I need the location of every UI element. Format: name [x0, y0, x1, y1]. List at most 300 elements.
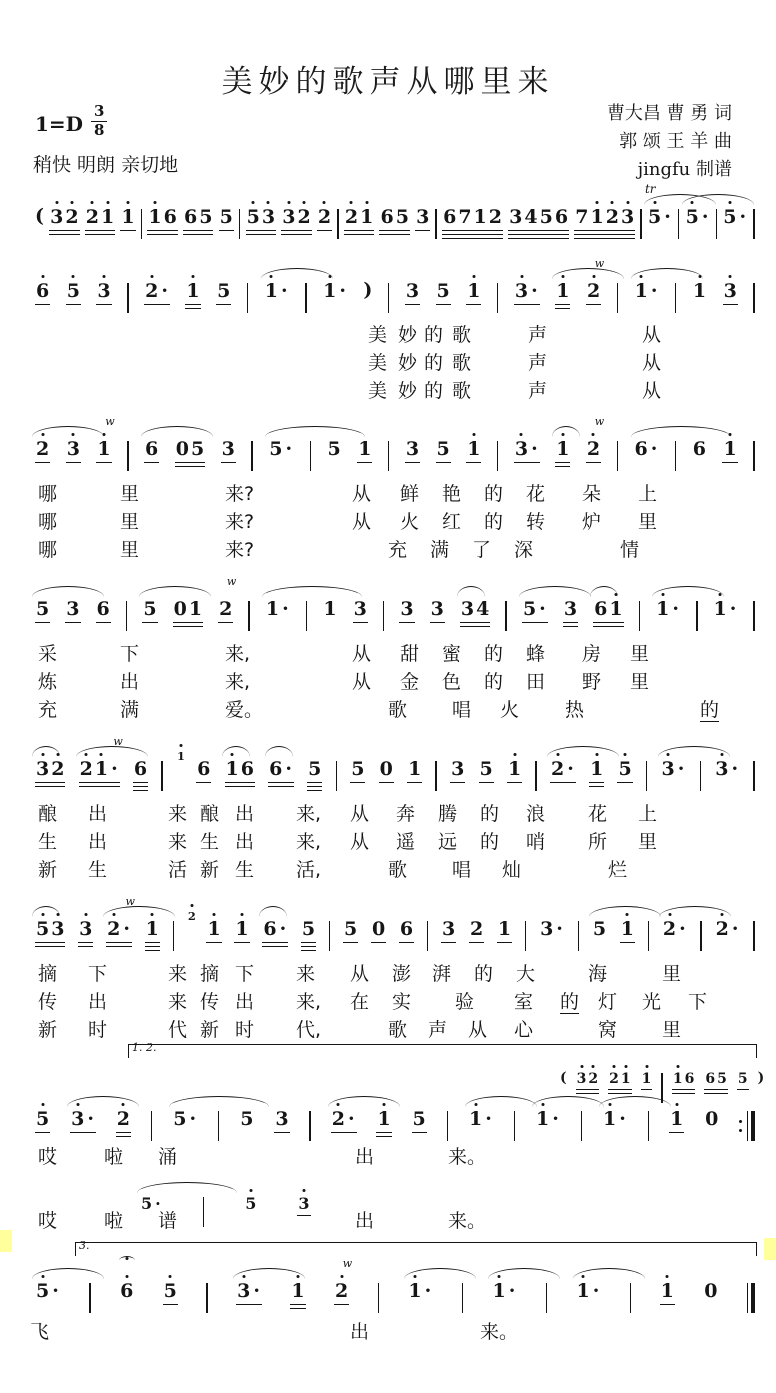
note-digit: 2	[187, 911, 197, 922]
notation-token	[405, 272, 420, 305]
note-digits	[176, 751, 186, 762]
note-digit: 5	[308, 758, 322, 780]
note-digit: 5	[35, 1282, 50, 1301]
note-digit: 3	[96, 282, 111, 301]
notation-token	[589, 750, 604, 787]
note-digits	[35, 600, 50, 619]
note-digit: 6	[96, 598, 110, 620]
lyric-text: 代	[168, 1019, 188, 1041]
note-digit: 1	[94, 760, 109, 779]
beam-line	[35, 942, 65, 944]
lyric-text: 啦	[104, 1146, 124, 1168]
octave-dot-above	[365, 201, 368, 204]
note-digits	[344, 208, 374, 227]
augmentation-dot: ·	[672, 598, 679, 620]
lyric-text: 从	[642, 380, 662, 402]
volta-bracket	[75, 1239, 757, 1256]
music-system	[35, 182, 755, 239]
note-digits	[264, 282, 290, 301]
beam-line	[35, 946, 65, 948]
lyric-text: 里	[638, 831, 658, 853]
note-digit: 3	[50, 920, 65, 939]
lyric-text: 来	[168, 991, 188, 1013]
note-digits	[145, 920, 160, 939]
note-digit: 1	[692, 282, 707, 301]
note-digit: 1	[358, 438, 372, 460]
lyric-text: 声	[528, 352, 548, 374]
lyric-text: 田	[526, 671, 546, 693]
augmentation-dot: ·	[282, 598, 289, 620]
beam-line	[344, 234, 374, 236]
barline	[251, 441, 253, 471]
octave-dot-above	[624, 1065, 627, 1068]
octave-dot-above	[513, 753, 516, 756]
notation-token	[268, 750, 294, 787]
beam-line	[563, 622, 578, 624]
beam-line	[163, 1304, 178, 1306]
fermata-mark	[119, 1256, 135, 1265]
note-digit: 2	[35, 440, 50, 459]
note-digits	[634, 440, 660, 459]
volta-label: 1. 2.	[132, 1041, 157, 1054]
lyric-text: 室	[514, 991, 534, 1013]
octave-dot-above	[472, 433, 475, 436]
beam-line	[301, 942, 316, 944]
lyric-text: 代,	[296, 1019, 322, 1041]
note-digit: 2	[608, 1072, 620, 1086]
notation-token	[35, 430, 50, 463]
note-digits	[672, 1072, 696, 1086]
note-digits	[661, 760, 687, 779]
lyric-text: 转	[526, 511, 546, 533]
note-digits	[737, 1072, 749, 1086]
slur-arc	[259, 906, 287, 917]
note-digit: 5	[522, 598, 537, 620]
note-digits	[234, 920, 249, 939]
parenthesis: )	[363, 279, 373, 301]
note-digit: 3	[297, 1196, 310, 1212]
lyric-text: 上	[638, 483, 658, 505]
note-digits	[96, 600, 111, 619]
notation-token	[703, 1272, 718, 1301]
barline	[388, 441, 390, 471]
lyric-text: 从	[642, 324, 662, 346]
note-digit: 3	[281, 208, 296, 227]
note-digits	[514, 440, 540, 459]
note-digit: 6	[380, 206, 394, 228]
octave-dot-above	[592, 1065, 595, 1068]
octave-dot-above	[592, 275, 595, 278]
note-digits	[70, 1110, 96, 1129]
beam-line	[78, 942, 93, 944]
notation-token	[322, 272, 348, 301]
lyric-text: 活,	[296, 859, 322, 881]
notation-token	[672, 1062, 696, 1094]
notation-token	[586, 415, 605, 463]
note-digit: 1	[322, 282, 337, 301]
note-digit: 1	[359, 208, 374, 227]
note-digit: 1	[497, 918, 512, 940]
notation-token	[35, 750, 65, 787]
note-digits	[722, 208, 748, 227]
note-digits	[704, 1072, 728, 1086]
octave-dot-above	[729, 275, 732, 278]
note-digits	[334, 1282, 349, 1301]
note-digit: 3	[509, 206, 523, 228]
mordent-mark: w	[105, 415, 115, 428]
note-digits	[723, 282, 738, 301]
notation-token	[106, 895, 135, 947]
beam-line	[379, 230, 409, 232]
beam-line	[183, 230, 213, 232]
note-digits	[692, 282, 707, 301]
notation-token	[196, 750, 211, 783]
note-digits	[120, 208, 135, 227]
notation-token	[35, 590, 50, 623]
note-digit: 3	[460, 598, 475, 620]
slur-arc	[103, 906, 175, 917]
lyric-text: 涌	[158, 1146, 178, 1168]
note-digit: 6	[183, 206, 198, 228]
lyric-text: 歌	[388, 1019, 408, 1041]
note-digit: 1	[634, 282, 649, 301]
mordent-mark: w	[342, 1257, 353, 1270]
notation-token	[144, 272, 170, 305]
beam-line	[353, 622, 368, 624]
beam-line	[307, 786, 322, 788]
note-digit: 5	[436, 280, 450, 302]
beam-line	[225, 786, 255, 788]
lyric-text: 出	[235, 991, 255, 1013]
note-digits	[49, 208, 79, 227]
note-digit: 1	[176, 751, 186, 762]
note-digits	[35, 440, 50, 459]
lyric-text: 上	[638, 803, 658, 825]
beam-line	[608, 1089, 632, 1091]
music-system	[35, 1100, 755, 1141]
octave-dot-above	[91, 201, 94, 204]
augmentation-dot: ·	[664, 206, 671, 228]
note-digit: 5	[539, 206, 553, 228]
note-digit: 5	[246, 208, 261, 227]
notation-token	[620, 910, 635, 943]
octave-dot-above	[122, 1103, 125, 1106]
lyric-text: 了	[472, 539, 492, 561]
lyric-text: 里	[662, 1019, 682, 1041]
fermata-dot	[125, 1257, 128, 1260]
octave-dot-above	[350, 201, 353, 204]
note-digits	[669, 1110, 684, 1129]
notation-token	[514, 272, 540, 305]
lyric-text: 来。	[480, 1321, 519, 1343]
note-digit: 1	[407, 1282, 422, 1301]
note-digit: 6	[634, 438, 648, 460]
note-digits	[608, 1072, 632, 1086]
octave-dot-above	[169, 1275, 172, 1278]
note-digits	[173, 600, 203, 619]
lyric-text: 远	[438, 831, 458, 853]
lyric-text: 来。	[448, 1146, 487, 1168]
beam-line	[133, 786, 148, 788]
beam-line	[405, 462, 420, 464]
note-digits	[704, 1110, 719, 1129]
beam-line	[218, 622, 233, 624]
mordent-mark: w	[125, 895, 135, 908]
lyric-text: 金	[400, 671, 420, 693]
beam-line	[497, 942, 512, 944]
lyric-text: 蜜	[442, 643, 462, 665]
note-digit: 1	[660, 1282, 675, 1301]
beam-line	[216, 304, 231, 306]
note-digit: 1	[555, 282, 570, 301]
notation-token	[586, 257, 605, 305]
octave-dot-above	[102, 433, 105, 436]
octave-dot-above	[41, 275, 44, 278]
note-digits	[219, 208, 234, 227]
beam-line	[268, 786, 294, 788]
notation-token	[147, 198, 177, 235]
note-digits	[555, 282, 570, 301]
slur-arc	[32, 746, 60, 757]
beam-line	[35, 622, 50, 624]
barline	[151, 1111, 153, 1141]
beam-line	[563, 626, 578, 628]
lyric-text: 新	[38, 859, 58, 881]
lyric-text: 红	[442, 511, 462, 533]
note-digit: 2	[331, 1110, 346, 1129]
beam-line	[183, 234, 213, 236]
barline	[505, 601, 507, 631]
beam-line	[79, 782, 120, 784]
note-digit: 1	[507, 760, 522, 779]
notation-token	[371, 910, 386, 943]
note-digit: 5	[143, 598, 157, 620]
beam-line	[350, 782, 365, 784]
beam-line	[436, 462, 451, 464]
note-digits	[290, 1282, 305, 1301]
note-digits	[301, 920, 316, 939]
note-digits	[617, 760, 632, 779]
note-digits	[274, 1110, 289, 1129]
lyric-text: 情	[620, 539, 640, 561]
barline	[675, 441, 677, 471]
notation-token	[85, 198, 115, 235]
note-digits	[647, 208, 673, 227]
lyric-text: 在	[350, 991, 370, 1013]
note-digits	[96, 282, 111, 301]
note-digits	[592, 920, 607, 939]
beam-line	[407, 782, 422, 784]
beam-line	[173, 622, 203, 624]
octave-dot-above	[611, 201, 614, 204]
note-digit: 3	[221, 438, 235, 460]
note-digits	[466, 282, 481, 301]
notation-token	[479, 750, 494, 783]
augmentation-dot: ·	[531, 438, 538, 460]
lyric-text: 满	[120, 699, 140, 721]
beam-line	[334, 1304, 349, 1306]
note-digit: 1	[376, 1110, 391, 1129]
octave-dot-above	[720, 753, 723, 756]
octave-dot-above	[287, 201, 290, 204]
beam-line	[722, 462, 737, 464]
barline	[310, 441, 312, 471]
note-digit: 1	[408, 758, 422, 780]
note-digit: 5	[36, 598, 50, 620]
note-digits	[703, 1282, 718, 1301]
notation-token	[555, 430, 570, 467]
notation-token	[436, 430, 451, 463]
note-digits	[144, 282, 170, 301]
lyric-text: 酿	[200, 803, 220, 825]
note-digit: 2	[605, 208, 620, 227]
barline	[141, 209, 143, 239]
barline	[462, 1283, 464, 1313]
notation-token	[172, 1100, 198, 1129]
augmentation-dot: ·	[485, 1108, 492, 1130]
beam-line	[514, 304, 540, 306]
beam-line	[441, 942, 456, 944]
octave-dot-above	[179, 744, 182, 747]
lyric-text: 烂	[608, 859, 628, 881]
beam-line	[96, 462, 111, 464]
octave-dot-above	[328, 275, 331, 278]
notation-token	[218, 575, 237, 623]
note-digits	[602, 1110, 628, 1129]
note-digits	[469, 920, 484, 939]
final-barline	[747, 1283, 755, 1313]
lyric-text: 传	[38, 991, 58, 1013]
beam-line	[555, 304, 570, 306]
slur-arc	[265, 426, 365, 437]
note-digits	[576, 1072, 600, 1086]
beam-line	[343, 942, 358, 944]
lyric-text: 验	[455, 991, 475, 1013]
note-digit: 1	[473, 206, 487, 228]
octave-dot-above	[150, 275, 153, 278]
lyric-text: 从	[350, 831, 370, 853]
note-digits	[407, 760, 422, 779]
notation-token	[96, 415, 115, 463]
octave-dot-above	[103, 275, 106, 278]
note-digit: 1	[100, 208, 115, 227]
note-digits	[196, 760, 211, 779]
octave-dot-above	[72, 433, 75, 436]
note-digit: 2	[469, 918, 484, 940]
beam-line	[144, 462, 159, 464]
note-digit: 3	[514, 282, 529, 301]
beam-line	[96, 304, 111, 306]
octave-dot-above	[666, 1275, 669, 1278]
lyric-text: 来?	[225, 511, 255, 533]
augmentation-dot: ·	[739, 206, 747, 228]
notation-token	[669, 1100, 684, 1133]
notation-token	[120, 198, 135, 231]
notation-token	[602, 1100, 628, 1129]
barline	[753, 441, 755, 471]
lyric-text: 甜	[400, 643, 420, 665]
slur-arc	[519, 586, 591, 597]
barline	[535, 761, 537, 791]
music-system	[35, 895, 755, 951]
octave-dot-above	[624, 753, 627, 756]
notation-token	[576, 1272, 602, 1301]
barline	[753, 761, 755, 791]
octave-dot-above	[70, 201, 73, 204]
lyric-text: 来,	[296, 803, 322, 825]
beam-line	[297, 1215, 310, 1217]
beam-line	[173, 626, 203, 628]
notation-token	[78, 910, 93, 947]
beam-line	[116, 1132, 131, 1134]
note-digits	[85, 208, 115, 227]
note-digits	[407, 1282, 433, 1301]
lyric-text: 出	[355, 1210, 375, 1232]
lyric-text: 蜂	[526, 643, 546, 665]
barline	[329, 921, 331, 951]
beam-line	[133, 790, 148, 792]
augmentation-dot: ·	[531, 280, 538, 302]
notation-token	[219, 198, 234, 231]
note-digits	[262, 920, 288, 939]
lyric-text: 唱	[452, 859, 472, 881]
beam-line	[234, 942, 249, 944]
note-digits	[620, 920, 635, 939]
note-digits	[508, 208, 569, 227]
lyric-text: 传	[200, 991, 220, 1013]
note-digit: 2	[317, 208, 332, 227]
augmentation-dot: ·	[508, 1280, 516, 1302]
octave-dot-above	[676, 1065, 679, 1068]
note-digit: 0	[705, 1108, 719, 1130]
note-digit: 2	[116, 1110, 131, 1129]
lyric-text: 出	[350, 1321, 370, 1343]
barline	[173, 921, 175, 951]
slur-arc	[457, 586, 485, 597]
note-digits	[317, 208, 332, 227]
time-signature	[91, 104, 107, 139]
beam-line	[660, 1304, 675, 1306]
beam-line	[641, 1089, 653, 1091]
notation-token	[49, 198, 79, 235]
beam-line	[145, 942, 160, 944]
slur-arc	[552, 426, 580, 437]
note-digit: 6	[263, 918, 277, 940]
note-digit: 0	[704, 1280, 718, 1302]
barline	[247, 283, 249, 313]
note-digits	[65, 600, 80, 619]
lyric-text: 摘	[38, 963, 58, 985]
note-digits	[535, 1110, 561, 1129]
notation-token	[221, 430, 236, 463]
beam-line	[514, 462, 540, 464]
note-digits	[35, 1282, 61, 1301]
parenthesis: (	[560, 1070, 567, 1086]
lyric-text: 来。	[448, 1210, 487, 1232]
barline	[617, 283, 619, 313]
lyric-text: 声	[528, 380, 548, 402]
note-digit: 5	[66, 282, 81, 301]
note-digit: 0	[175, 438, 189, 460]
octave-dot-above	[249, 1189, 252, 1192]
volta-label: 3.	[79, 1239, 90, 1252]
lyric-text: 从	[352, 671, 372, 693]
lyric-text: 火	[400, 511, 420, 533]
note-digit: 6	[269, 758, 283, 780]
tempo-marking: 稍快 明朗 亲切地	[33, 154, 179, 176]
note-digit: 5	[722, 208, 737, 227]
beam-line	[376, 1136, 391, 1138]
